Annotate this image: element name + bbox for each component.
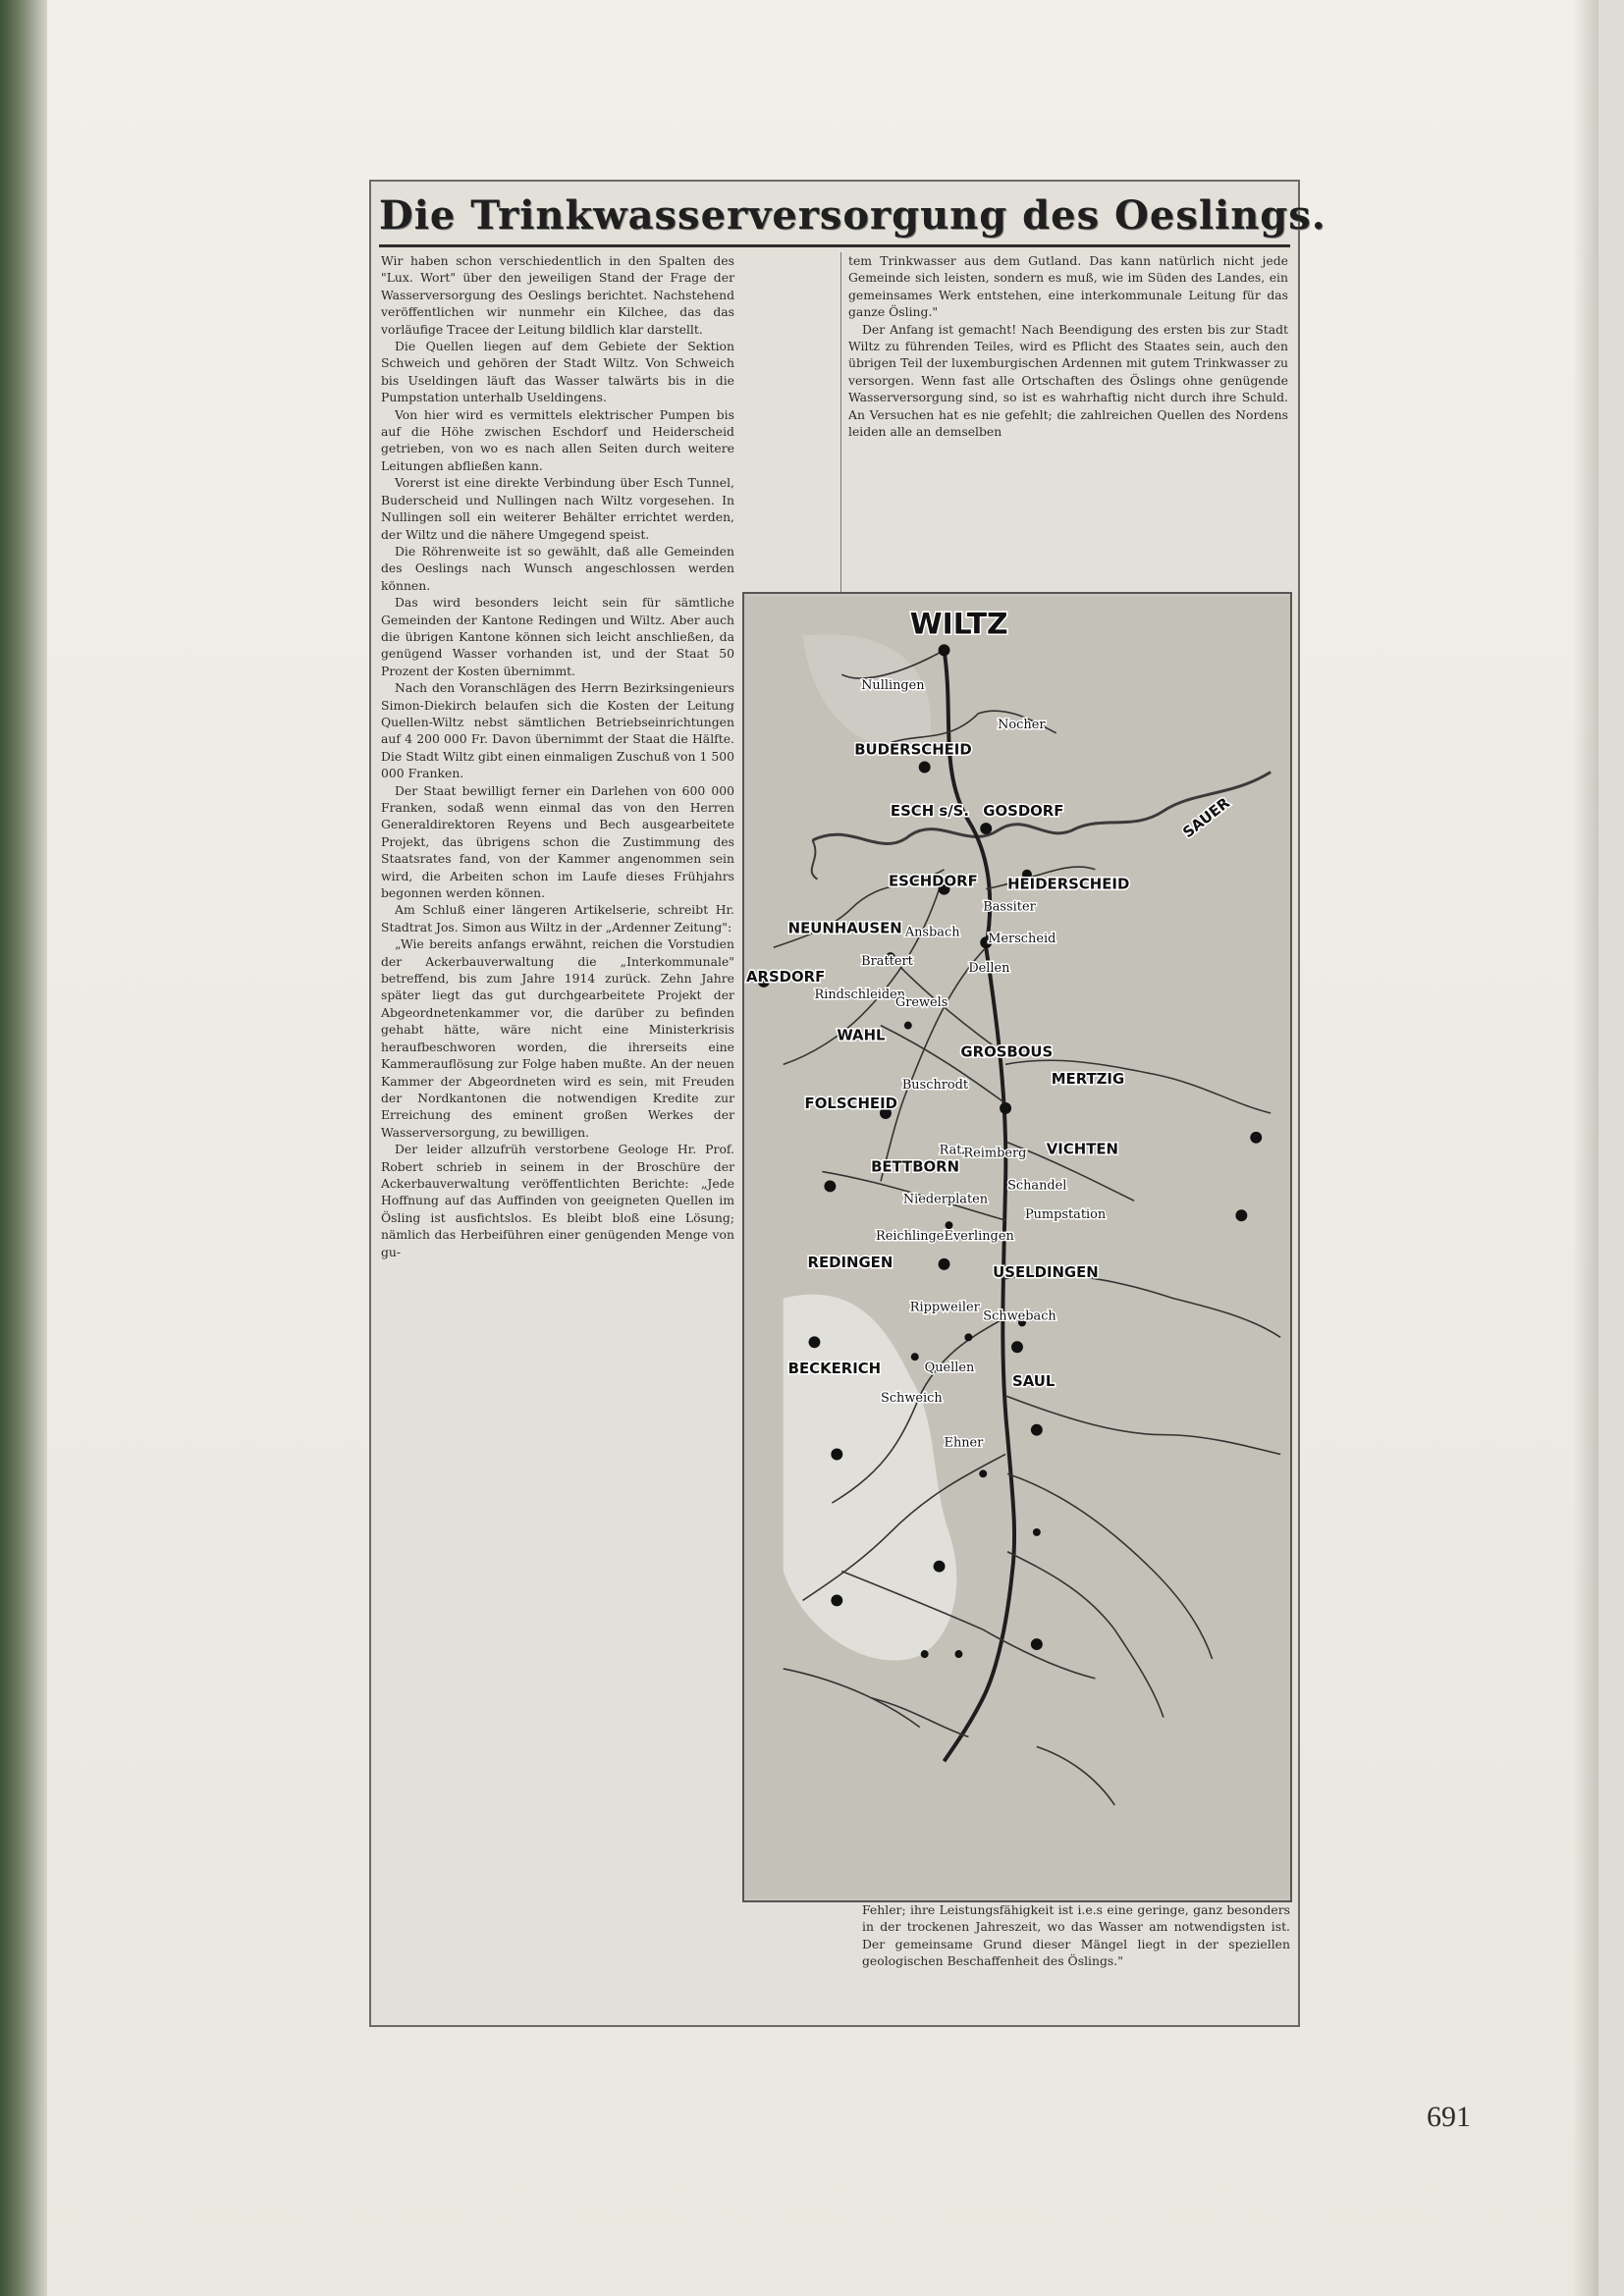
paragraph: Die Röhrenweite ist so gewählt, daß alle Gemeinden des Oeslings nach Wunsch angeschlossen werden können. bbox=[381, 543, 734, 593]
map-label-grewels: Grewels bbox=[894, 994, 948, 1010]
map-label-useldingen: USELDINGEN bbox=[993, 1262, 1099, 1281]
map-label-merscheid: Merscheid bbox=[988, 932, 1056, 947]
map-label-ansbach: Ansbach bbox=[904, 925, 960, 940]
left-column bbox=[381, 252, 734, 1260]
paragraph: Das wird besonders leicht sein für sämtliche Gemeinden der Kantone Redingen und Wiltz. Aber auch die übrigen Kantone können sich leicht anschließen, da genügend Wasser vorhanden ist, und der Staat 50 Prozent der Kosten übernimmt. bbox=[381, 595, 734, 678]
newspaper-clipping bbox=[369, 180, 1326, 2027]
column-rule bbox=[840, 252, 841, 645]
map-label-gosdorf: GOSDORF bbox=[983, 802, 1064, 821]
map-label-schweich: Schweich bbox=[881, 1390, 943, 1406]
paragraph: Wir haben schon verschiedentlich in den Spalten des "Lux. Wort" über den jeweiligen Stand der Frage der Wasserversorgung des Oeslings berichtet. Nachstehend veröffentlichen wir nunmehr ein Kilchee, das das vorläufige Tracee der Leitung bildlich klar darstellt. bbox=[381, 253, 734, 337]
paragraph: Der Staat bewilligt ferner ein Darlehen von 600 000 Franken, sodaß wenn einmal das von den Herren Generaldirektoren Reyens und Bech ausgearbeitete Projekt, das übrigens schon die Zustimmung des Staatsrates fand, von der Kammer angenommen sein wird, die Arbeiten schon im Laufe dieses Frühjahrs begonnen werden können. bbox=[381, 782, 734, 901]
map-svg bbox=[744, 594, 1290, 1900]
map-label-arsdorf: ARSDORF bbox=[745, 967, 826, 986]
bottom-right-column bbox=[862, 1901, 1290, 1970]
paragraph: „Wie bereits anfangs erwähnt, reichen die Vorstudien der Ackerbauverwaltung die „Interkommunale" betreffend, bis zum Jahre 1914 zurück. Zehn Jahre später liegt das gut durchgearbeitete Projekt der Abgeordnetenkammer vor, die darüber zu befinden gehabt hätte, wäre nicht eine Ministerkrisis heraufbeschworen worden, die ihrerseits eine Kammerauflösung zur Folge haben mußte. An der neuen Kammer der Abgeordneten wird es sein, mit Freuden der Nordkantonen die notwendigen Kredite zur Erreichung des eminent großen Werkes der Wasserversorgung, zu bewilligen. bbox=[381, 936, 734, 1140]
map-label-mertzig: MERTZIG bbox=[1051, 1070, 1125, 1089]
map-label-reichlingen: Reichlingen bbox=[876, 1229, 952, 1245]
map-label-dellen: Dellen bbox=[968, 961, 1010, 977]
map-label-nullingen: Nullingen bbox=[861, 678, 925, 694]
right-column bbox=[848, 252, 1288, 645]
map-label-bettborn: BETTBORN bbox=[871, 1157, 960, 1176]
map-label-pumpstation: Pumpstation bbox=[1024, 1207, 1107, 1223]
map-label-niederplaten: Niederplaten bbox=[902, 1192, 989, 1207]
map-label-rippweiler: Rippweiler bbox=[909, 1300, 980, 1315]
map-label-esch: ESCH s/S. bbox=[890, 802, 970, 821]
map-label-schwebach: Schwebach bbox=[983, 1308, 1056, 1324]
map-label-rindschleiden: Rindschleiden bbox=[814, 987, 906, 1002]
map-label-beckerich: BECKERICH bbox=[787, 1360, 882, 1378]
page-shadow bbox=[1573, 0, 1598, 2296]
map-label-quellen: Quellen bbox=[924, 1361, 975, 1376]
paragraph: Nach den Voranschlägen des Herrn Bezirksingenieurs Simon-Diekirch belaufen sich die Kosten der Leitung Quellen-Wiltz nebst sämtlichen Betriebseinrichtungen auf 4 200 000 Fr. Davon übernimmt der Staat die Hälfte. Die Stadt Wiltz gibt einen einmaligen Zuschuß von 1 500 000 Franken. bbox=[381, 680, 734, 781]
paragraph: Der Anfang ist gemacht! Nach Beendigung des ersten bis zur Stadt Wiltz zu führenden Teiles, wird es Pflicht des Staates sein, auch den übrigen Teil der luxemburgischen Ardennen mit gutem Trinkwasser zu versorgen. Wenn fast alle Ortschaften des Öslings ohne genügende Wasserversorgung sind, so ist es wahrhaftig nicht durch ihre Schuld. An Versuchen hat es nie gefehlt; die zahlreichen Quellen des Nordens leiden alle an demselben bbox=[848, 321, 1288, 440]
map-label-buderscheid: BUDERSCHEID bbox=[854, 740, 972, 759]
map-label-saul: SAUL bbox=[1012, 1371, 1056, 1390]
paragraph: Am Schluß einer längeren Artikelserie, schreibt Hr. Stadtrat Jos. Simon aus Wiltz in der „Ardenner Zeitung": bbox=[381, 902, 734, 934]
map-label-eschdorf: ESCHDORF bbox=[888, 872, 978, 890]
paragraph: Der leider allzufrüh verstorbene Geologe Hr. Prof. Robert schrieb in seinem in der Broschüre der Ackerbauverwaltung veröffentlichten Berichte: „Jede Hoffnung auf das Auffinden von geeigneten Quellen im Ösling ist ausfichtslos. Es bleibt bloß eine Lösung; nämlich das Herbeiführen einer genügenden Menge von gu- bbox=[381, 1142, 734, 1259]
map-label-nocher: Nocher bbox=[998, 717, 1046, 732]
map-label-vichten: VICHTEN bbox=[1046, 1140, 1118, 1158]
map-label-wiltz: WILTZ bbox=[909, 607, 1008, 642]
paragraph: Vorerst ist eine direkte Verbindung über Esch Tunnel, Buderscheid und Nullingen nach Wiltz vorgesehen. In Nullingen soll ein weiterer Behälter errichtet werden, der Wiltz und die nähere Umgegend speist. bbox=[381, 475, 734, 542]
map-label-buschrodt: Buschrodt bbox=[901, 1078, 969, 1094]
map-label-redingen: REDINGEN bbox=[807, 1253, 893, 1271]
article-headline: Die Trinkwasserversorgung des Oeslings. bbox=[379, 187, 1290, 247]
map-label-neunhausen: NEUNHAUSEN bbox=[787, 919, 902, 937]
book-edge bbox=[0, 0, 47, 2296]
map-label-heiderscheid: HEIDERSCHEID bbox=[1007, 875, 1130, 893]
map-label-folscheid: FOLSCHEID bbox=[804, 1095, 897, 1113]
paragraph: Die Quellen liegen auf dem Gebiete der Sektion Schweich und gehören der Stadt Wiltz. Von Schweich bis Useldingen läuft das Wasser talwärts bis in die Pumpstation unterhalb Useldingens. bbox=[381, 339, 734, 405]
map-label-ratz: Ratz bbox=[939, 1143, 969, 1158]
map-label-reimberg: Reimberg bbox=[963, 1146, 1027, 1161]
paragraph: Von hier wird es vermittels elektrischer Pumpen bis auf die Höhe zwischen Eschdorf und Heiderscheid getrieben, von wo es nach allen Seiten durch weitere Leitungen abfließen kann. bbox=[381, 406, 734, 473]
map-label-bassiter: Bassiter bbox=[983, 899, 1036, 915]
book-page bbox=[47, 0, 1598, 2296]
map-label-wahl: WAHL bbox=[837, 1026, 886, 1044]
map-label-ehner: Ehner bbox=[944, 1435, 984, 1451]
map-label-everlingen: Everlingen bbox=[944, 1229, 1014, 1245]
map-label-sauer: SAUER bbox=[1179, 793, 1233, 842]
page-number: 691 bbox=[1427, 2101, 1471, 2133]
map-label-grosbous: GROSBOUS bbox=[960, 1042, 1054, 1061]
paragraph: tem Trinkwasser aus dem Gutland. Das kann natürlich nicht jede Gemeinde sich leisten, sondern es muß, wie im Süden des Landes, ein gemeinsames Werk entstehen, eine interkommunale Leitung für das ganze Ösling." bbox=[848, 253, 1288, 320]
paragraph: Fehler; ihre Leistungsfähigkeit ist i.e.s eine geringe, ganz besonders in der trockenen Jahreszeit, wo das Wasser am notwendigsten ist. Der gemeinsame Grund dieser Mängel liegt in der speziellen geologischen Beschaffenheit des Öslings." bbox=[862, 1902, 1290, 1969]
map-label-brattert: Brattert bbox=[861, 954, 913, 970]
map-label-schandel: Schandel bbox=[1007, 1178, 1067, 1194]
water-supply-map bbox=[742, 592, 1292, 1902]
